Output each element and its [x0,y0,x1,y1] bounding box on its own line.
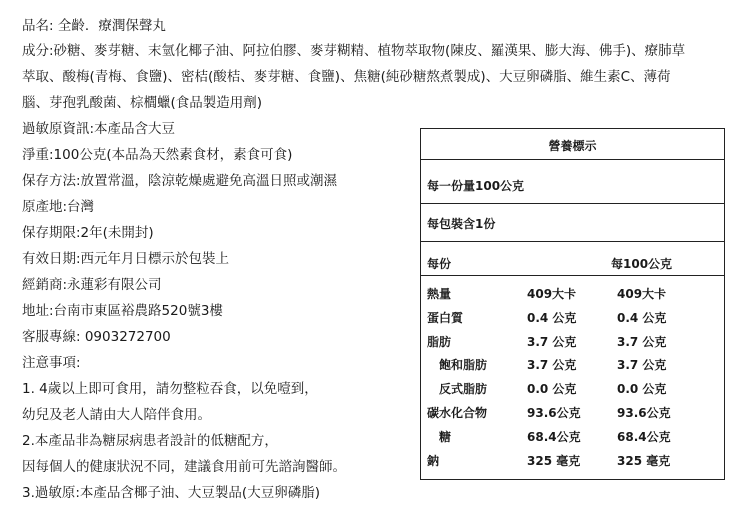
nutrition-row-label: 熱量 [427,287,452,301]
serving-size: 每一份量100公克 [427,179,525,193]
nutrition-row-per-serving: 0.0 公克 [527,382,577,397]
distributor: 經銷商:永蓮彩有限公司 [22,277,162,293]
service-hotline: 客服專線: 0903272700 [22,329,171,345]
nutrition-row-per-serving: 0.4 公克 [527,310,577,325]
notes-title: 注意事項: [22,355,81,371]
nutrition-row-per-serving: 409大卡 [527,287,577,301]
note-2b: 因每個人的健康狀況不同，建議食用前可先諮詢醫師。 [22,459,346,475]
note-1b: 幼兒及老人請由大人陪伴食用。 [22,407,211,423]
nutrition-row-label: 蛋白質 [427,310,464,325]
nutrition-row-per-100g: 325 毫克 [617,453,671,468]
nutrition-row-per-100g: 93.6公克 [617,406,671,420]
ingredients-line-3: 腦、芽孢乳酸菌、棕櫚蠟(食品製造用劑) [22,95,263,111]
origin: 原產地:台灣 [22,199,95,215]
column-header-serving: 每份 [427,257,452,271]
allergen-info: 過敏原資訊:本產品含大豆 [22,121,176,137]
column-header-100g: 每100公克 [611,257,673,271]
expiry-date: 有效日期:西元年月日標示於包裝上 [22,251,230,267]
nutrition-row-per-serving: 3.7 公克 [527,334,577,349]
servings-per-pack: 每包裝含1份 [427,217,496,231]
nutrition-row-per-100g: 0.0 公克 [617,382,667,397]
net-weight: 淨重:100公克(本品為天然素食材，素食可食) [22,147,293,163]
nutrition-title: 營養標示 [548,139,597,153]
product-name: 品名: 全齡．療潤保聲丸 [22,18,166,34]
nutrition-row-per-100g: 3.7 公克 [617,334,667,349]
storage-method: 保存方法:放置常溫，陰涼乾燥處避免高溫日照或潮濕 [22,173,338,189]
nutrition-row-per-100g: 3.7 公克 [617,358,667,373]
divider [421,275,724,276]
divider [421,203,724,204]
nutrition-row-label: 脂肪 [427,334,452,349]
nutrition-row-per-serving: 68.4公克 [527,429,581,444]
divider [421,241,724,242]
note-1a: 1. 4歲以上即可食用，請勿整粒吞食，以免噎到， [22,381,318,397]
nutrition-facts-table [420,128,725,480]
address: 地址:台南市東區裕農路520號3樓 [22,303,223,319]
shelf-life: 保存期限:2年(未開封) [22,225,154,241]
nutrition-row-label: 糖 [439,429,452,444]
ingredients-line-1: 成分:砂糖、麥芽糖、末氫化椰子油、阿拉伯膠、麥芽糊精、植物萃取物(陳皮、羅漢果、膨大海、佛手)、療肺草 [22,43,686,59]
nutrition-row-per-serving: 3.7 公克 [527,358,577,373]
nutrition-row-label: 碳水化合物 [427,406,488,420]
nutrition-row-label: 反式脂肪 [439,382,488,397]
divider [421,159,724,160]
note-2a: 2.本產品非為糖尿病患者設計的低糖配方， [22,433,278,449]
nutrition-row-per-serving: 325 毫克 [527,453,581,468]
nutrition-row-per-100g: 409大卡 [617,287,667,301]
nutrition-row-per-serving: 93.6公克 [527,406,581,420]
ingredients-line-2: 萃取、酸梅(青梅、食鹽)、密桔(酸桔、麥芽糖、食鹽)、焦糖(純砂糖熬煮製成)、大豆卵磷脂、維生素C、薄荷 [22,69,671,85]
note-3: 3.過敏原:本產品含椰子油、大豆製品(大豆卵磷脂) [22,485,320,501]
nutrition-row-per-100g: 0.4 公克 [617,310,667,325]
nutrition-row-label: 鈉 [427,453,440,468]
nutrition-row-label: 飽和脂肪 [439,358,488,373]
nutrition-row-per-100g: 68.4公克 [617,429,671,444]
